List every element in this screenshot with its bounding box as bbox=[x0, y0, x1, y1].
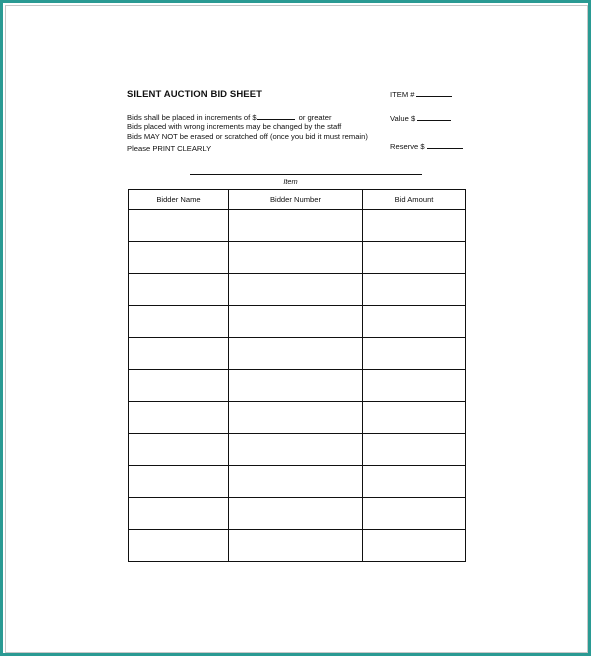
item-number-blank[interactable] bbox=[416, 89, 452, 97]
value-label: Value $ bbox=[390, 114, 416, 123]
header-bidder-number: Bidder Number bbox=[229, 190, 363, 210]
table-row bbox=[129, 306, 466, 338]
bid-amount-cell[interactable] bbox=[363, 370, 466, 402]
bid-amount-cell[interactable] bbox=[363, 338, 466, 370]
rule-wrong-increments: Bids placed with wrong increments may be changed by the staff bbox=[127, 122, 342, 131]
bidder-name-cell[interactable] bbox=[129, 210, 229, 242]
table-row bbox=[129, 210, 466, 242]
bidder-number-cell[interactable] bbox=[229, 434, 363, 466]
bid-amount-cell[interactable] bbox=[363, 466, 466, 498]
item-caption: Item bbox=[283, 177, 298, 186]
bidder-name-cell[interactable] bbox=[129, 434, 229, 466]
value-field bbox=[390, 113, 451, 123]
bidder-name-cell[interactable] bbox=[129, 402, 229, 434]
bid-amount-cell[interactable] bbox=[363, 498, 466, 530]
item-number-label: ITEM # bbox=[390, 90, 415, 99]
bidder-number-cell[interactable] bbox=[229, 338, 363, 370]
bidder-name-cell[interactable] bbox=[129, 306, 229, 338]
bidder-number-cell[interactable] bbox=[229, 274, 363, 306]
header-bid-amount: Bid Amount bbox=[363, 190, 466, 210]
bidder-name-cell[interactable] bbox=[129, 242, 229, 274]
bid-table bbox=[128, 189, 466, 562]
rule-print-clearly: Please PRINT CLEARLY bbox=[127, 144, 212, 153]
rule-increments-text: Bids shall be placed in increments of $ bbox=[127, 113, 257, 122]
bid-amount-cell[interactable] bbox=[363, 242, 466, 274]
bid-table-header bbox=[129, 190, 466, 210]
bid-amount-cell[interactable] bbox=[363, 530, 466, 562]
bidder-number-cell[interactable] bbox=[229, 242, 363, 274]
table-row bbox=[129, 402, 466, 434]
rule-no-erase: Bids MAY NOT be erased or scratched off (once you bid it must remain) bbox=[127, 132, 368, 141]
bidder-name-cell[interactable] bbox=[129, 498, 229, 530]
table-row bbox=[129, 274, 466, 306]
value-blank[interactable] bbox=[417, 113, 451, 121]
reserve-field bbox=[390, 141, 463, 151]
bidder-name-cell[interactable] bbox=[129, 370, 229, 402]
increment-blank[interactable] bbox=[257, 112, 295, 120]
bid-amount-cell[interactable] bbox=[363, 210, 466, 242]
table-row bbox=[129, 498, 466, 530]
rule-increments-after: or greater bbox=[298, 113, 332, 122]
item-line[interactable] bbox=[190, 174, 422, 175]
bidder-number-cell[interactable] bbox=[229, 530, 363, 562]
item-number-field bbox=[390, 89, 452, 99]
table-row bbox=[129, 530, 466, 562]
bidder-number-cell[interactable] bbox=[229, 210, 363, 242]
table-row bbox=[129, 338, 466, 370]
bidder-name-cell[interactable] bbox=[129, 530, 229, 562]
bidder-number-cell[interactable] bbox=[229, 498, 363, 530]
bid-amount-cell[interactable] bbox=[363, 402, 466, 434]
bid-amount-cell[interactable] bbox=[363, 274, 466, 306]
table-row bbox=[129, 242, 466, 274]
bidder-name-cell[interactable] bbox=[129, 466, 229, 498]
header-bidder-name: Bidder Name bbox=[129, 190, 229, 210]
bidder-number-cell[interactable] bbox=[229, 306, 363, 338]
sheet-title: SILENT AUCTION BID SHEET bbox=[127, 89, 263, 100]
bid-amount-cell[interactable] bbox=[363, 434, 466, 466]
table-row bbox=[129, 466, 466, 498]
bidder-number-cell[interactable] bbox=[229, 370, 363, 402]
bidder-name-cell[interactable] bbox=[129, 274, 229, 306]
bidder-name-cell[interactable] bbox=[129, 338, 229, 370]
reserve-blank[interactable] bbox=[427, 141, 463, 149]
reserve-label: Reserve $ bbox=[390, 142, 425, 151]
bidder-number-cell[interactable] bbox=[229, 466, 363, 498]
bid-amount-cell[interactable] bbox=[363, 306, 466, 338]
table-row bbox=[129, 370, 466, 402]
bidder-number-cell[interactable] bbox=[229, 402, 363, 434]
bid-table-body bbox=[129, 210, 466, 562]
table-row bbox=[129, 434, 466, 466]
